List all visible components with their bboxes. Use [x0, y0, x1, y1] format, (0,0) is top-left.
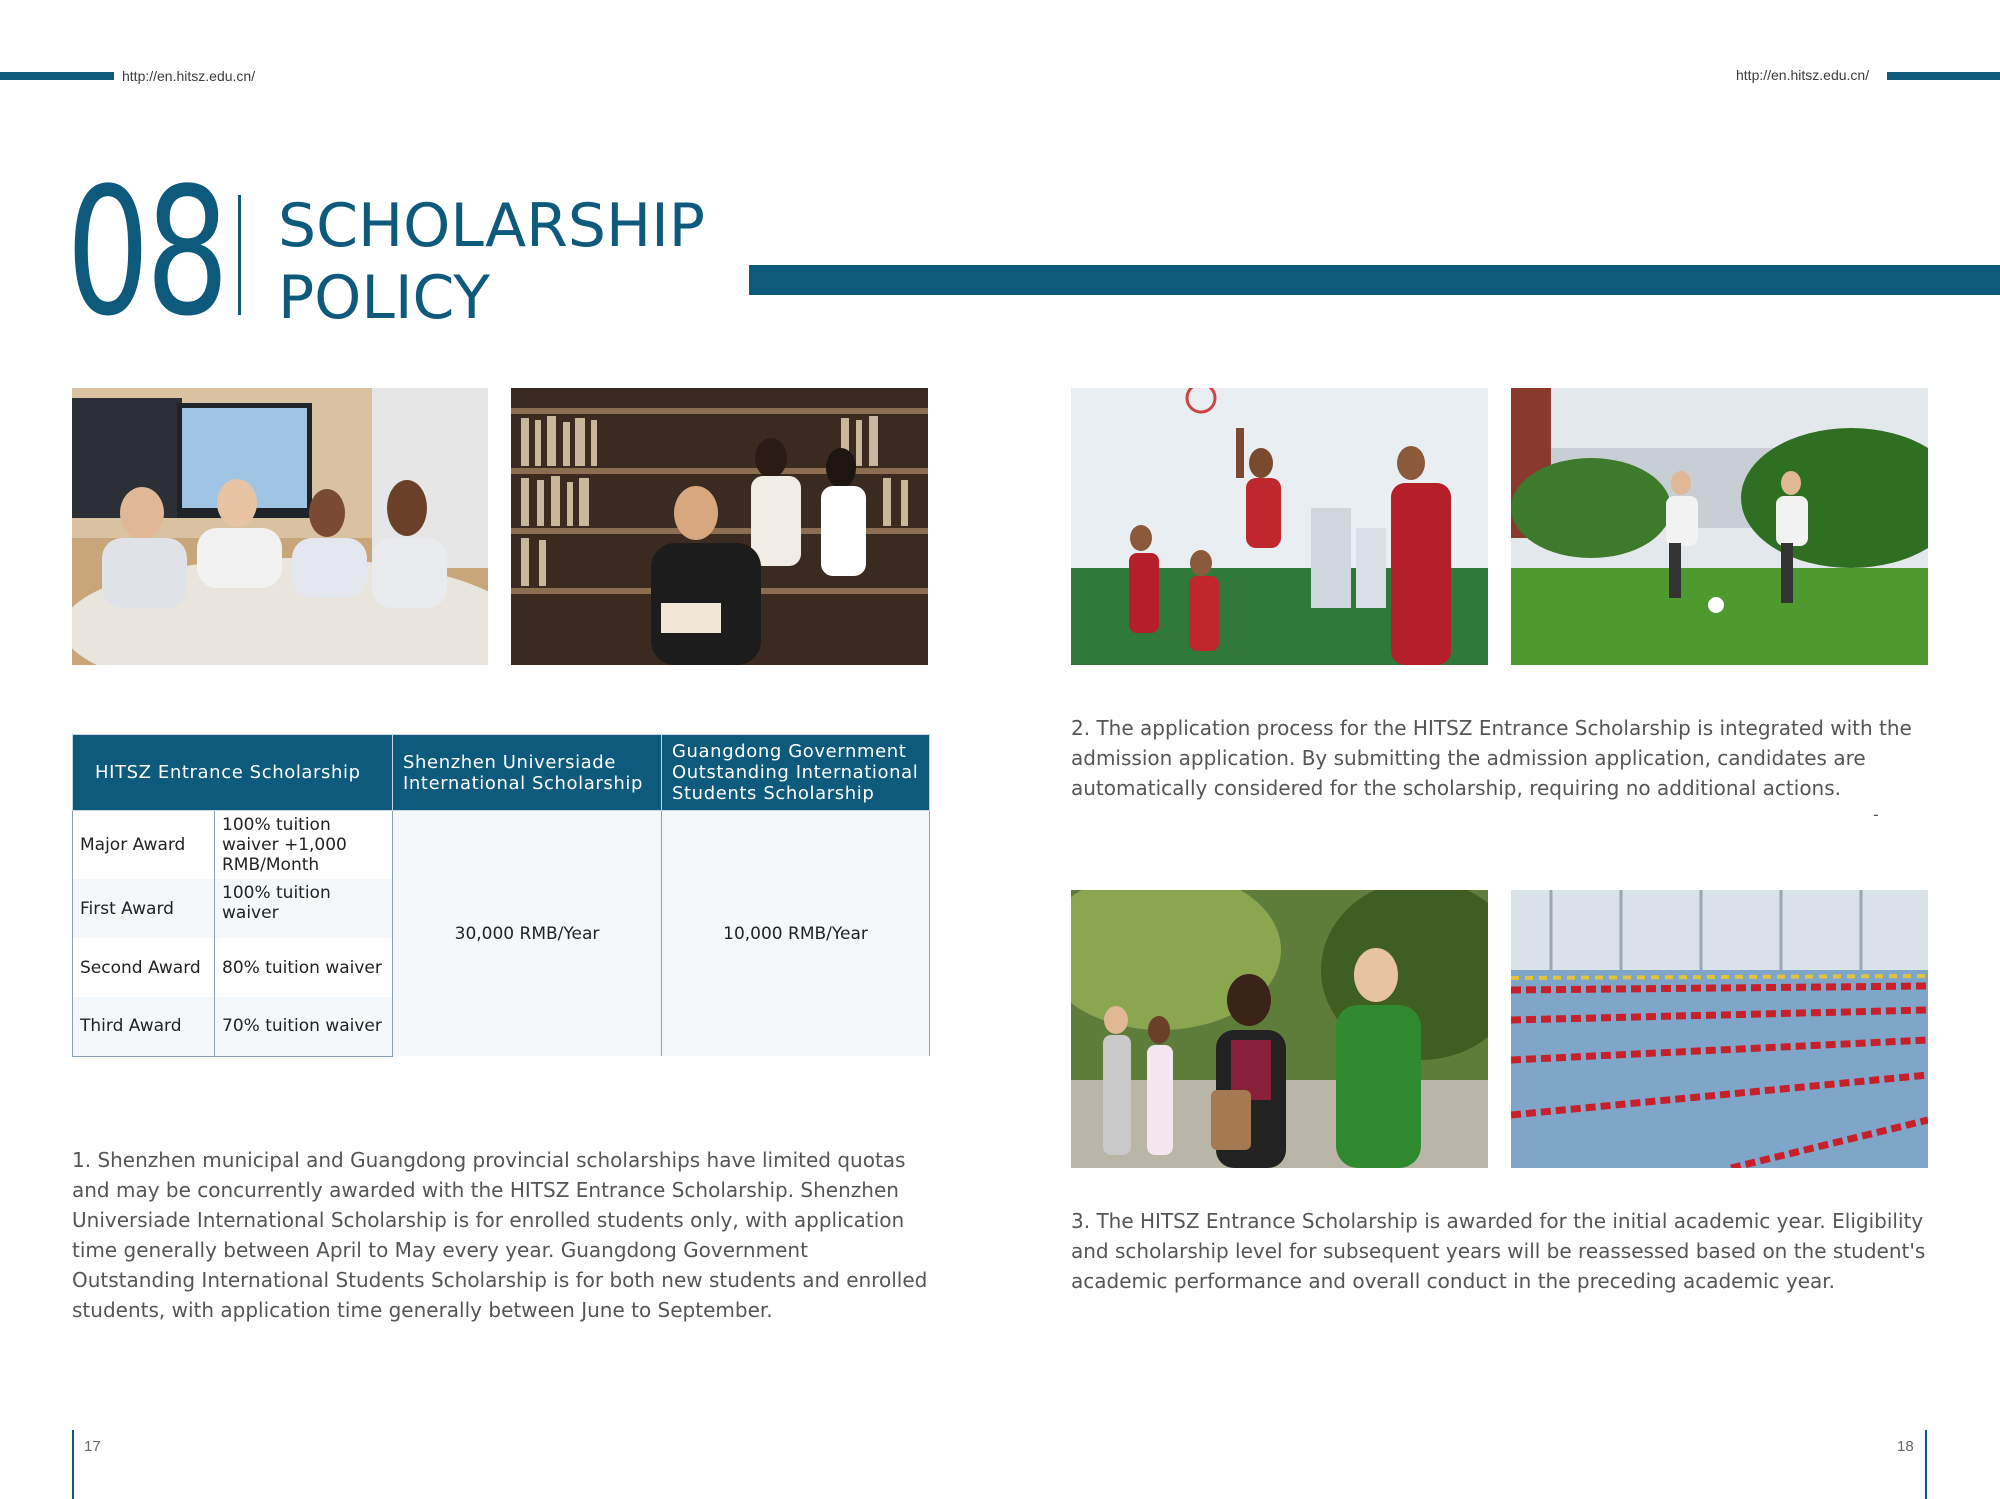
scholarship-table: [72, 734, 930, 1057]
footer-rule-left: [72, 1430, 74, 1499]
header-bar-right: [1887, 72, 2000, 80]
title-rule: [749, 265, 2000, 295]
photo-students-chat: [1071, 890, 1488, 1168]
note-1: 1. Shenzhen municipal and Guangdong provincial scholarships have limited quotas and may be concurrently awarded with the HITSZ Entrance Scholarship. Shenzhen Universiade International Scholarship is for enrolled students only, with application time generally between April to May every year. Guangdong Government Outstanding International Students Scholarship is for both new students and enrolled students, with application time generally between June to September.: [72, 1148, 928, 1322]
header-hitsz-entrance: HITSZ Entrance Scholarship: [73, 735, 393, 811]
award-first: First Award: [73, 879, 215, 938]
section-number: 08: [66, 150, 225, 355]
photo-swimming-pool: [1511, 890, 1928, 1168]
page-number-right: 18: [1897, 1438, 1914, 1455]
award-second: Second Award: [73, 938, 215, 997]
header-guangdong-government: Guangdong Government Outstanding International Students Scholarship: [662, 735, 930, 811]
photo-library: [511, 388, 928, 665]
guangdong-value: 10,000 RMB/Year: [662, 811, 930, 1057]
header-url-left[interactable]: http://en.hitsz.edu.cn/: [122, 68, 256, 84]
benefit-second: 80% tuition waiver: [215, 938, 393, 997]
benefit-first: 100% tuition waiver: [215, 879, 393, 938]
benefit-third: 70% tuition waiver: [215, 997, 393, 1056]
note-2-dash: -: [1873, 805, 1879, 824]
photo-soccer: [1511, 388, 1928, 665]
award-third: Third Award: [73, 997, 215, 1056]
section-title-line2: POLICY: [278, 263, 491, 333]
page-number-left: 17: [84, 1438, 101, 1455]
footer-rule-right: [1925, 1430, 1927, 1499]
note-2: 2. The application process for the HITSZ Entrance Scholarship is integrated with the admission application. By submitting the admission application, candidates are automatically considered for the scholarship, requiring no additional actions.: [1071, 716, 1912, 800]
photo-classroom: [72, 388, 488, 665]
photo-basketball: [1071, 388, 1488, 665]
benefit-major: 100% tuition waiver +1,000 RMB/Month: [215, 811, 393, 880]
header-url-right[interactable]: http://en.hitsz.edu.cn/: [1736, 67, 1870, 83]
shenzhen-value: 30,000 RMB/Year: [393, 811, 662, 1057]
note-3: 3. The HITSZ Entrance Scholarship is awarded for the initial academic year. Eligibility and scholarship level for subsequent years will be reassessed based on the student's academic performance and overall conduct in the preceding academic year.: [1071, 1209, 1926, 1293]
section-title-line1: SCHOLARSHIP: [278, 191, 705, 261]
award-major: Major Award: [73, 811, 215, 880]
header-bar-left: [0, 72, 114, 80]
title-divider: [238, 195, 241, 315]
header-shenzhen-universiade: Shenzhen Universiade International Scholarship: [393, 735, 662, 811]
